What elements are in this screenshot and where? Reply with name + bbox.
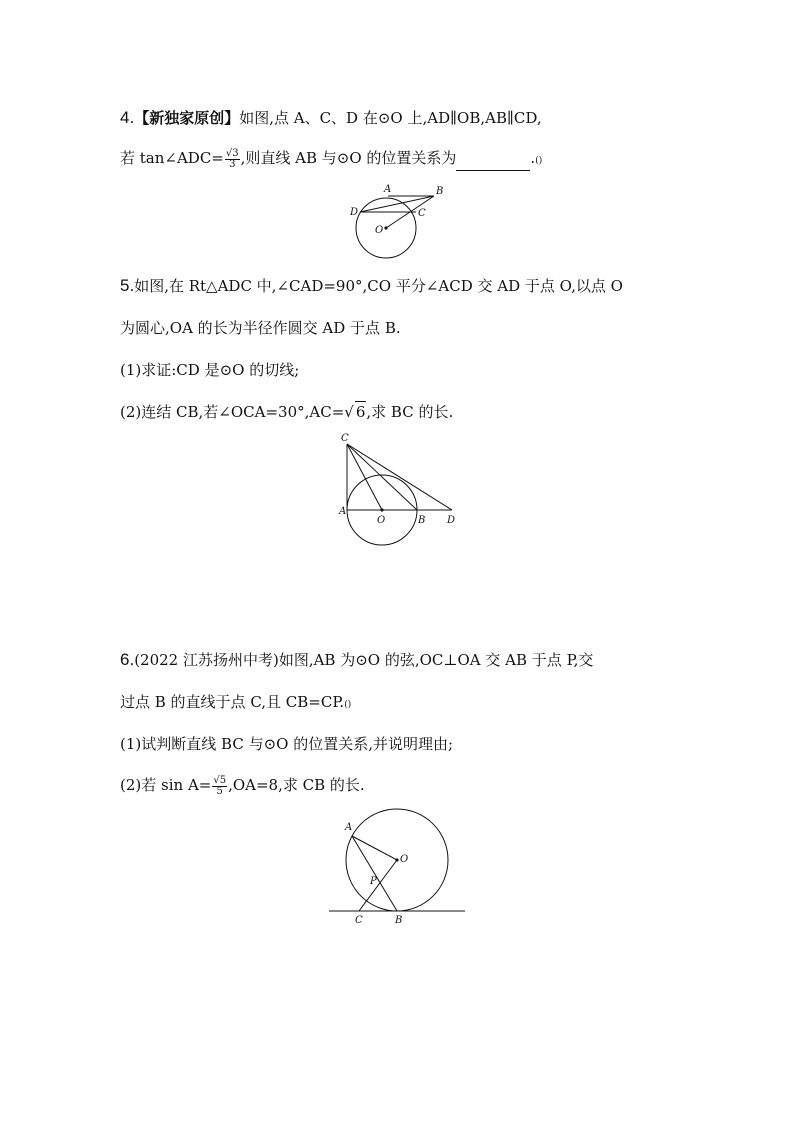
q5-label-d: D bbox=[447, 515, 456, 526]
q4-period: . bbox=[530, 149, 536, 167]
q6-text-line2: 过点 B 的直线于点 C,且 CB=CP. bbox=[120, 693, 345, 711]
q4-answer-blank[interactable] bbox=[456, 156, 530, 171]
q4-paren: () bbox=[535, 156, 543, 166]
q6-line2 bbox=[120, 692, 351, 715]
q4-frac-num: 3 bbox=[232, 147, 239, 159]
q4-text-line2-post: ,则直线 AB 与⊙O 的位置关系为 bbox=[240, 149, 457, 167]
q4-figure bbox=[340, 180, 470, 260]
q6-label-a: A bbox=[345, 822, 353, 833]
q5-label-a: A bbox=[339, 506, 347, 517]
q6-text-line1: (2022 江苏扬州中考)如图,AB 为⊙O 的弦,OC⊥OA 交 AB 于点 P,交 bbox=[134, 651, 594, 669]
q4-frac-den: 3 bbox=[229, 158, 236, 170]
q6-part1: (1)试判断直线 BC 与⊙O 的位置关系,并说明理由; bbox=[120, 735, 454, 753]
q6-figure bbox=[325, 810, 470, 930]
q4-label-d: D bbox=[350, 207, 359, 218]
q5-label-c: C bbox=[341, 433, 349, 444]
q5-part2-post: ,求 BC 的长. bbox=[366, 403, 454, 421]
q5-part2: (2)连结 CB,若∠OCA=30°,AC=√ 6,求 BC 的长. bbox=[120, 403, 454, 421]
q4-line2 bbox=[120, 148, 542, 171]
q5-number: 5. bbox=[120, 276, 135, 295]
q4-text-line2-pre: 若 tan∠ADC= bbox=[120, 149, 224, 167]
q4-label-o: O bbox=[375, 225, 384, 236]
q6-line1 bbox=[120, 650, 593, 670]
q5-part2-sqrt: 6 bbox=[355, 403, 366, 421]
q4-tag: 【新独家原创】 bbox=[134, 109, 240, 127]
q5-figure bbox=[335, 432, 465, 552]
q5-part2-pre: (2)连结 CB,若∠OCA=30°,AC= bbox=[120, 403, 345, 421]
q4-label-a: A bbox=[384, 184, 392, 195]
q4-number: 4. bbox=[120, 108, 135, 127]
q6-label-p: P bbox=[370, 876, 377, 887]
q6-number: 6. bbox=[120, 650, 135, 669]
q5-line1 bbox=[120, 276, 623, 296]
q4-text-line1: 如图,点 A、C、D 在⊙O 上,AD∥OB,AB∥CD, bbox=[239, 109, 542, 127]
q5-label-b: B bbox=[418, 515, 426, 526]
q4-line1 bbox=[120, 108, 542, 128]
q5-part1: (1)求证:CD 是⊙O 的切线; bbox=[120, 361, 300, 379]
q5-text-line1: 如图,在 Rt△ADC 中,∠CAD=90°,CO 平分∠ACD 交 AD 于点 O,以点 O bbox=[134, 277, 623, 295]
q5-label-o: O bbox=[377, 515, 386, 526]
q6-paren: () bbox=[344, 700, 352, 710]
q4-label-b: B bbox=[436, 186, 444, 197]
q4-fraction: $\frac{√3}{3}$ bbox=[225, 147, 239, 170]
q6-part2-pre: (2)若 sin A= bbox=[120, 776, 212, 794]
q4-label-c: C bbox=[418, 208, 426, 219]
q6-part2-post: ,OA=8,求 CB 的长. bbox=[228, 776, 365, 794]
q5-line2: 为圆心,OA 的长为半径作圆交 AD 于点 B. bbox=[120, 319, 401, 337]
q6-label-b: B bbox=[395, 915, 403, 926]
q6-frac-den: 5 bbox=[216, 785, 223, 797]
q6-fraction: $\frac{√5}{5}$ bbox=[213, 774, 227, 797]
q6-frac-num: 5 bbox=[219, 774, 227, 786]
q6-part2 bbox=[120, 775, 365, 797]
q6-label-o: O bbox=[400, 854, 409, 865]
q6-label-c: C bbox=[355, 915, 363, 926]
